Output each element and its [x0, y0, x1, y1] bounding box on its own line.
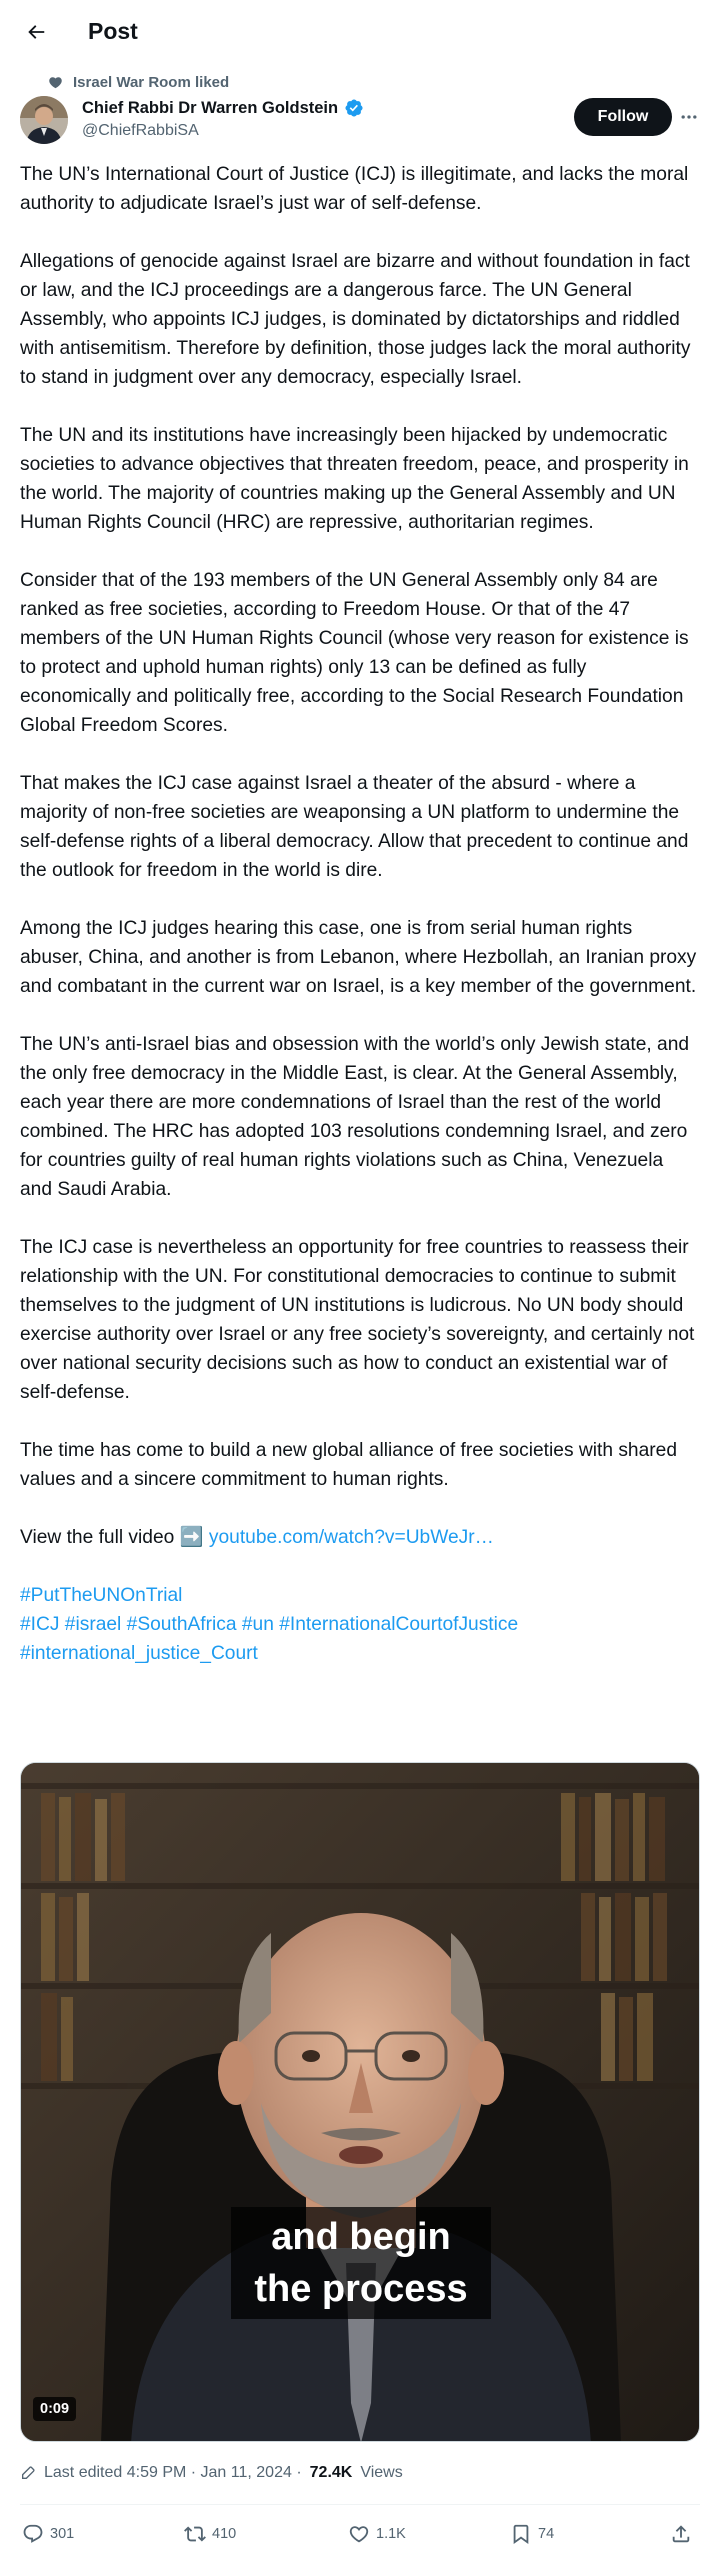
hashtag-link[interactable]: #ICJ	[20, 1614, 60, 1635]
tweet-paragraph: The UN’s International Court of Justice (ICJ) is illegitimate, and lacks the moral authority to adjudicate Israel’s just war of self-defense.	[20, 164, 689, 214]
reply-icon	[22, 2523, 44, 2545]
tweet-paragraph: Among the ICJ judges hearing this case, one is from serial human rights abuser, China, and another is from Lebanon, where Hezbollah, an Iranian proxy and combatant in the current war on Israel, is a key member of the government.	[20, 918, 697, 997]
like-icon	[348, 2523, 370, 2545]
hashtag-link[interactable]: #israel	[64, 1614, 122, 1635]
video-link-line	[20, 1523, 700, 1552]
social-context-text: Israel War Room liked	[73, 73, 230, 91]
bookmark-count: 74	[538, 2526, 555, 2542]
heart-icon	[48, 75, 63, 90]
tweet-text	[20, 160, 700, 1668]
tweet-paragraph: The time has come to build a new global alliance of free societies with shared values and a sincere commitment to human rights.	[20, 1440, 677, 1490]
post-meta	[20, 2458, 403, 2488]
reply-button[interactable]	[22, 2518, 74, 2550]
like-count: 1.1K	[376, 2526, 406, 2542]
edited-timestamp[interactable]: Last edited 4:59 PM · Jan 11, 2024 ·	[44, 2464, 302, 2481]
avatar-image	[20, 96, 68, 144]
caption-line: and begin	[271, 2216, 451, 2258]
divider	[20, 2504, 700, 2505]
page-title: Post	[88, 18, 138, 44]
repost-button[interactable]	[184, 2518, 236, 2550]
hashtags	[20, 1581, 700, 1668]
like-button[interactable]	[348, 2518, 406, 2550]
video-time-badge: 0:09	[33, 2397, 76, 2421]
more-horizontal-icon	[679, 107, 699, 127]
bookmark-icon	[510, 2523, 532, 2545]
avatar[interactable]	[20, 96, 68, 144]
tweet-paragraph: The ICJ case is nevertheless an opportunity for free countries to reassess their relationship with the UN. For constitutional democracies to continue to submit themselves to the judgment of UN institutions is ludicrous. No UN body should exercise authority over Israel or any free society’s sovereignty, and certainly not over national security decisions such as how to conduct an existential war of self-defense.	[20, 1237, 695, 1403]
tweet-paragraph: The UN’s anti-Israel bias and obsession with the world’s only Jewish state, and the only free democracy in the Middle East, is clear. At the General Assembly, each year there are more condemnations of Israel than the rest of the world combined. The HRC has adopted 103 resolutions condemning Israel, and zero for countries guilty of real human rights violations such as China, Venezuela and Saudi Arabia.	[20, 1034, 690, 1200]
share-button[interactable]	[670, 2518, 692, 2550]
share-icon	[670, 2523, 692, 2545]
video-player[interactable]	[20, 1762, 700, 2442]
author-name-row[interactable]	[82, 96, 364, 120]
video-frame-image	[21, 1763, 700, 2442]
video-prefix: View the full video	[20, 1527, 175, 1548]
tweet-paragraph: That makes the ICJ case against Israel a theater of the absurd - where a majority of non-free societies are weaponsing a UN platform to undermine the self-defense rights of a liberal democracy. Allow that precedent to continue and the outlook for freedom in the world is dire.	[20, 773, 689, 881]
arrow-right-emoji-icon: ➡️	[179, 1527, 204, 1548]
top-bar	[0, 0, 718, 64]
more-button[interactable]	[676, 104, 702, 130]
hashtag-link[interactable]: #un	[241, 1614, 274, 1635]
author-name[interactable]: Chief Rabbi Dr Warren Goldstein	[82, 98, 339, 117]
tweet-paragraph: Consider that of the 193 members of the UN General Assembly only 84 are ranked as free societies, according to Freedom House. Or that of the 47 members of the UN Human Rights Council (whose very reason for existence is to protect and uphold human rights) only 13 can be defined as fully economically and politically free, according to the Social Research Foundation Global Freedom Scores.	[20, 570, 689, 736]
reply-count: 301	[50, 2526, 75, 2542]
hashtag-link[interactable]: #international_justice_Court	[20, 1643, 258, 1664]
repost-icon	[184, 2523, 206, 2545]
hashtag-link[interactable]: #SouthAfrica	[126, 1614, 237, 1635]
video-link[interactable]: youtube.com/watch?v=UbWeJr…	[208, 1527, 494, 1548]
social-context[interactable]	[48, 72, 229, 92]
caption-line: the process	[254, 2268, 468, 2310]
verified-badge-icon[interactable]	[344, 98, 364, 118]
views-label: Views	[360, 2464, 403, 2481]
pencil-icon	[20, 2465, 36, 2481]
arrow-left-icon	[25, 21, 47, 43]
tweet-paragraph: Allegations of genocide against Israel are bizarre and without foundation in fact or law, and the ICJ proceedings are a dangerous farce. The UN General Assembly, who appoints ICJ judges, is dominated by dictatorships and riddled with antisemitism. Therefore by definition, those judges lack the moral authority to stand in judgment over any democracy, especially Israel.	[20, 251, 691, 388]
action-bar	[0, 2518, 718, 2550]
tweet-paragraph: The UN and its institutions have increasingly been hijacked by undemocratic societies to advance objectives that threaten freedom, peace, and prosperity in the world. The majority of countries making up the General Assembly and UN Human Rights Council (HRC) are repressive, authoritarian regimes.	[20, 425, 689, 533]
hashtag-link[interactable]: #InternationalCourtofJustice	[279, 1614, 519, 1635]
author-handle[interactable]: @ChiefRabbiSA	[82, 122, 199, 139]
follow-button[interactable]: Follow	[574, 98, 672, 136]
bookmark-button[interactable]	[510, 2518, 554, 2550]
back-button[interactable]	[18, 14, 54, 50]
views-count: 72.4K	[309, 2464, 353, 2481]
video-caption	[231, 2207, 491, 2319]
hashtag-link[interactable]: #PutTheUNOnTrial	[20, 1585, 183, 1606]
repost-count: 410	[212, 2526, 237, 2542]
